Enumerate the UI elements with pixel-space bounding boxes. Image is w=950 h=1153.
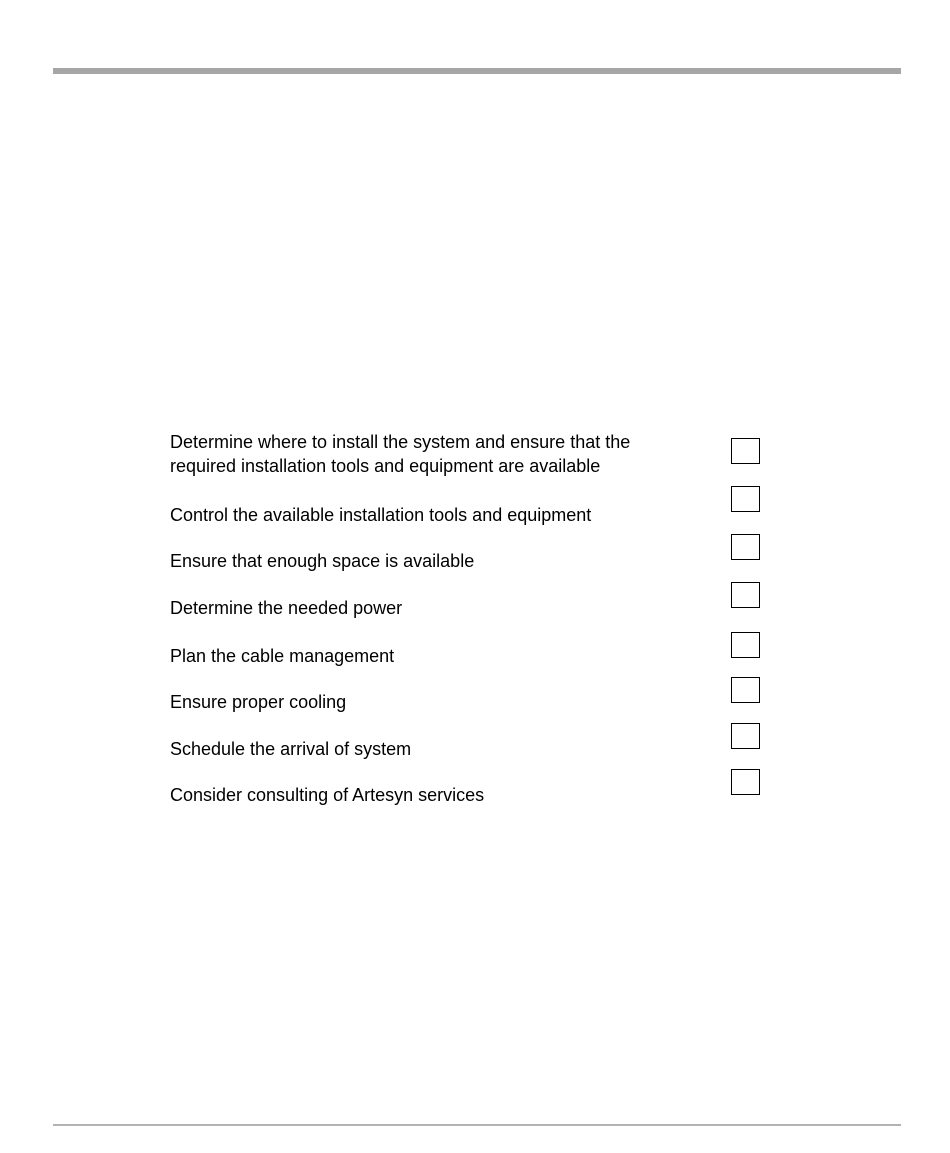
checklist-item-label: Schedule the arrival of system [170,739,412,759]
checklist-item-label: Ensure that enough space is available [170,551,475,571]
checklist-checkbox-4[interactable] [731,582,760,608]
checklist-checkbox-3[interactable] [731,534,760,560]
checklist-checkbox-2[interactable] [731,486,760,512]
checklist-item-label: Control the available installation tools and equipment [170,505,592,525]
checklist-checkbox-1[interactable] [731,438,760,464]
footer-rule [53,1124,901,1126]
checklist-checkbox-6[interactable] [731,677,760,703]
checklist-item-label: Consider consulting of Artesyn services [170,785,485,805]
checklist-item-label: Determine the needed power [170,598,403,618]
checklist-checkbox-5[interactable] [731,632,760,658]
checklist-item-label: Ensure proper cooling [170,692,347,712]
header-rule [53,68,901,74]
checklist-checkbox-7[interactable] [731,723,760,749]
checklist-checkbox-8[interactable] [731,769,760,795]
checklist-item-label: Determine where to install the system and ensure that the required installation tools and equipment are available [170,432,631,476]
checklist-item-label: Plan the cable management [170,646,395,666]
